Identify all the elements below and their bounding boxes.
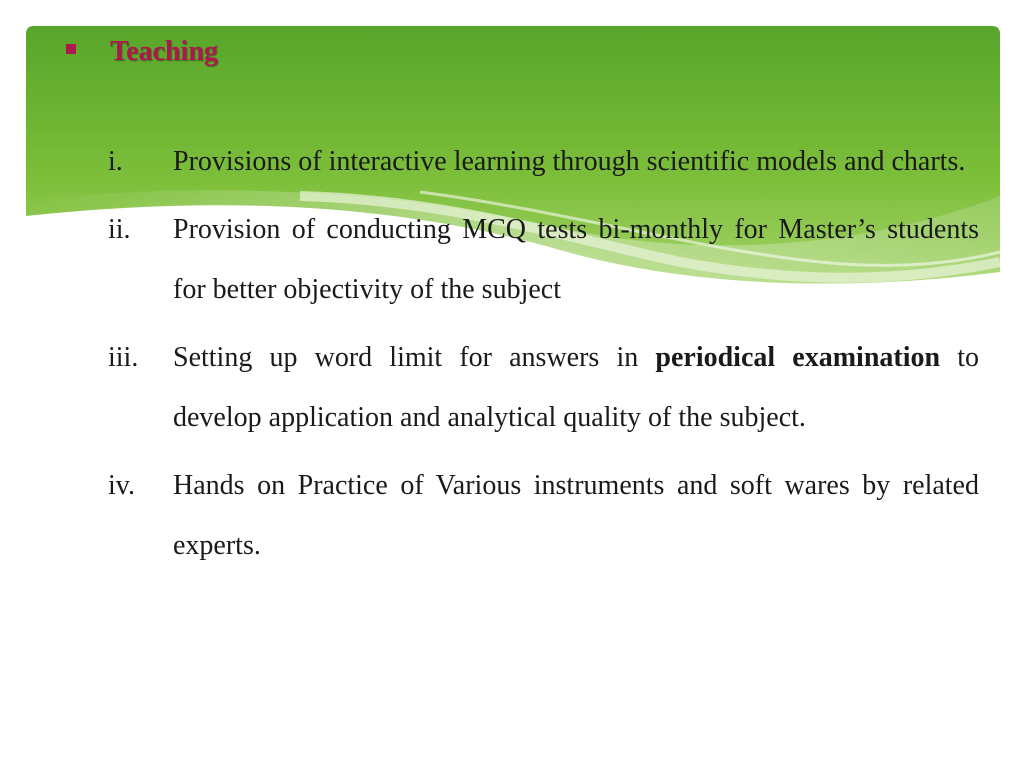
item-text-end: to develop application and analytical quality of the subject. — [173, 342, 979, 433]
list-item — [108, 200, 979, 320]
teaching-list — [108, 132, 979, 584]
list-item — [108, 456, 979, 576]
item-text: Hands on Practice of Various instruments and soft wares by related experts. — [173, 470, 979, 561]
item-text-bold: periodical examination — [655, 342, 941, 373]
item-numeral: iii. — [108, 342, 139, 373]
item-text-start: Setting up word limit for answers in — [173, 342, 656, 373]
square-bullet-icon — [66, 44, 76, 54]
list-item — [108, 132, 979, 192]
item-numeral: iv. — [108, 470, 135, 501]
list-item — [108, 328, 979, 448]
item-text: Provisions of interactive learning through scientific models and charts. — [173, 146, 966, 177]
item-text: Provision of conducting MCQ tests bi-monthly for Master’s students for better objectivity of the subject — [173, 214, 979, 305]
item-numeral: ii. — [108, 214, 131, 245]
item-text — [173, 328, 979, 448]
slide-heading: Teaching — [110, 36, 218, 67]
item-numeral: i. — [108, 146, 123, 177]
